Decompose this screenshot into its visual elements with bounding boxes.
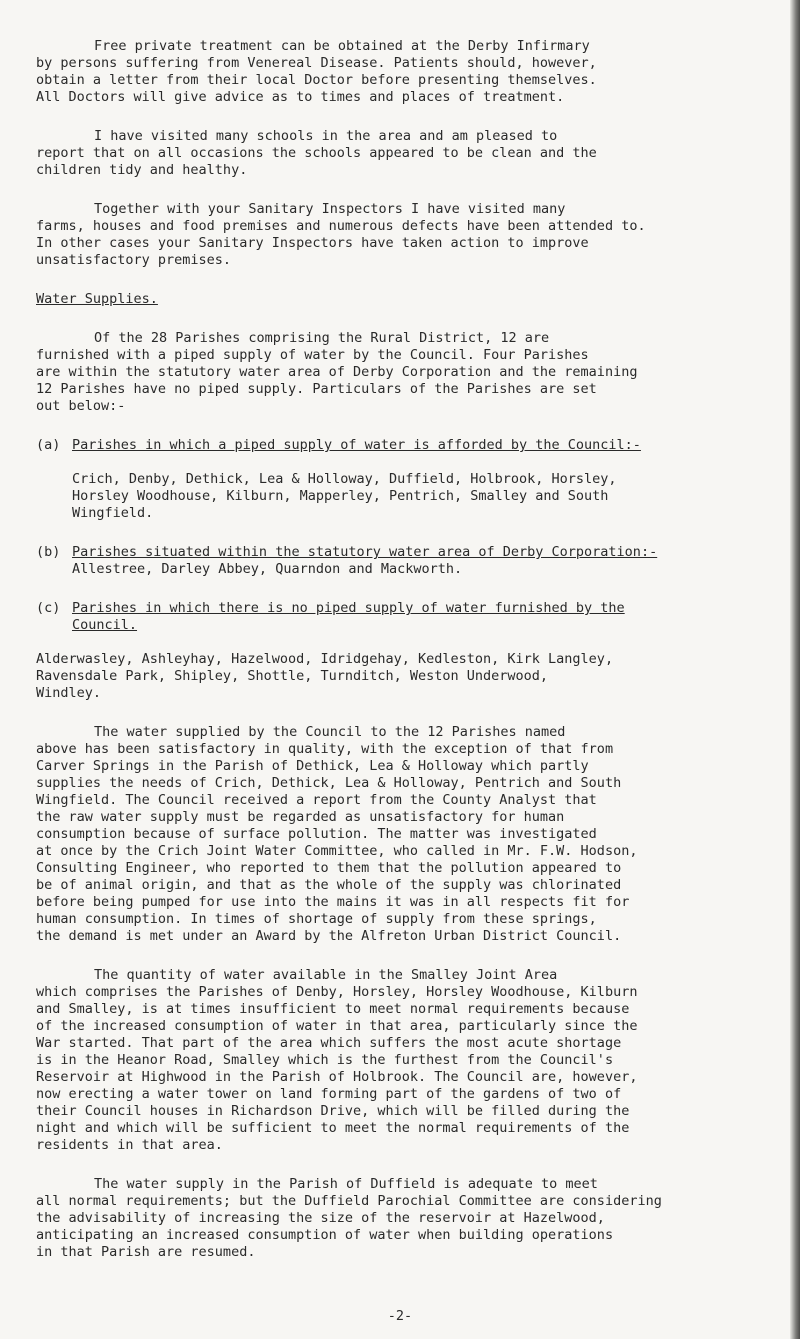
list-label-c: (c) bbox=[36, 600, 61, 616]
list-heading-c-text: Parishes in which there is no piped supply of water furnished by the Council. bbox=[72, 600, 625, 633]
list-label-a: (a) bbox=[36, 437, 61, 453]
paragraph-venereal-disease: Free private treatment can be obtained at the Derby Infirmary by persons suffering from Venereal Disease. Patients should, however, obtain a letter from their local Doctor before presenting themselves. All Doctors will give advice as to times and places of treatment. bbox=[36, 38, 597, 105]
list-heading-b bbox=[36, 544, 756, 561]
paragraph-schools: I have visited many schools in the area and am pleased to report that on all occasions the schools appeared to be clean and the children tidy and healthy. bbox=[36, 128, 597, 178]
paragraph-sanitary-inspectors: Together with your Sanitary Inspectors I have visited many farms, houses and food premises and numerous defects have been attended to. In other cases your Sanitary Inspectors have taken action to improve unsatisfactory premises. bbox=[36, 201, 646, 268]
list-label-b: (b) bbox=[36, 544, 61, 560]
list-heading-a bbox=[36, 437, 756, 454]
paragraph-water-quantity: The quantity of water available in the Smalley Joint Area which comprises the Parishes of Denby, Horsley, Horsley Woodhouse, Kilburn and Smalley, is at times insufficient to meet normal requirements because of the increased consumption of water in that area, particularly since the War started. That part of the area which suffers the most acute shortage is in the Heanor Road, Smalley which is the furthest from the Council's Reservoir at Highwood in the Parish of Holbrook. The Council are, however, now erecting a water tower on land forming part of the gardens of two of their Council houses in Richardson Drive, which will be filled during the night and which will be sufficient to meet the normal requirements of the residents in that area. bbox=[36, 967, 638, 1153]
paragraph-water-quality: The water supplied by the Council to the 12 Parishes named above has been satisfactory in quality, with the exception of that from Carver Springs in the Parish of Dethick, Lea & Holloway which partly supplies the needs of Crich, Dethick, Lea & Holloway, Pentrich and South Wingfield. The Council received a report from the County Analyst that the raw water supply must be regarded as unsatisfactory for human consumption because of surface pollution. The matter was investigated at once by the Crich Joint Water Committee, who called in Mr. F.W. Hodson, Consulting Engineer, who reported to them that the pollution appeared to be of animal origin, and that as the whole of the supply was chlorinated before being pumped for use into the mains it was in all respects fit for human consumption. In times of shortage of supply from these springs, the demand is met under an Award by the Alfreton Urban District Council. bbox=[36, 724, 638, 944]
paragraph-duffield-supply: The water supply in the Parish of Duffield is adequate to meet all normal requirements; but the Duffield Parochial Committee are considering the advisability of increasing the size of the reservoir at Hazelwood, anticipating an increased consumption of water when building operations in that Parish are resumed. bbox=[36, 1176, 662, 1260]
page-number: -2- bbox=[387, 1308, 413, 1324]
paragraph-water-intro: Of the 28 Parishes comprising the Rural District, 12 are furnished with a piped supply of water by the Council. Four Parishes are within the statutory water area of Derby Corporation and the remaining 12 Parishes have no piped supply. Particulars of the Parishes are set out below:- bbox=[36, 330, 638, 414]
section-heading-water-supplies: Water Supplies. bbox=[36, 291, 158, 307]
parish-list-b: Allestree, Darley Abbey, Quarndon and Mackworth. bbox=[72, 561, 463, 577]
parish-list-a: Crich, Denby, Dethick, Lea & Holloway, Duffield, Holbrook, Horsley, Horsley Woodhouse, Kilburn, Mapperley, Pentrich, Smalley and South Wingfield. bbox=[72, 471, 617, 521]
page-edge-shadow bbox=[790, 0, 800, 1339]
list-heading-a-text: Parishes in which a piped supply of water is afforded by the Council:- bbox=[72, 437, 641, 453]
list-heading-b-text: Parishes situated within the statutory water area of Derby Corporation:- bbox=[72, 544, 658, 560]
document-page bbox=[36, 38, 756, 1261]
parish-list-c: Alderwasley, Ashleyhay, Hazelwood, Idridgehay, Kedleston, Kirk Langley, Ravensdale Park, Shipley, Shottle, Turnditch, Weston Underwood, Windley. bbox=[36, 651, 614, 701]
list-heading-c bbox=[36, 600, 756, 634]
